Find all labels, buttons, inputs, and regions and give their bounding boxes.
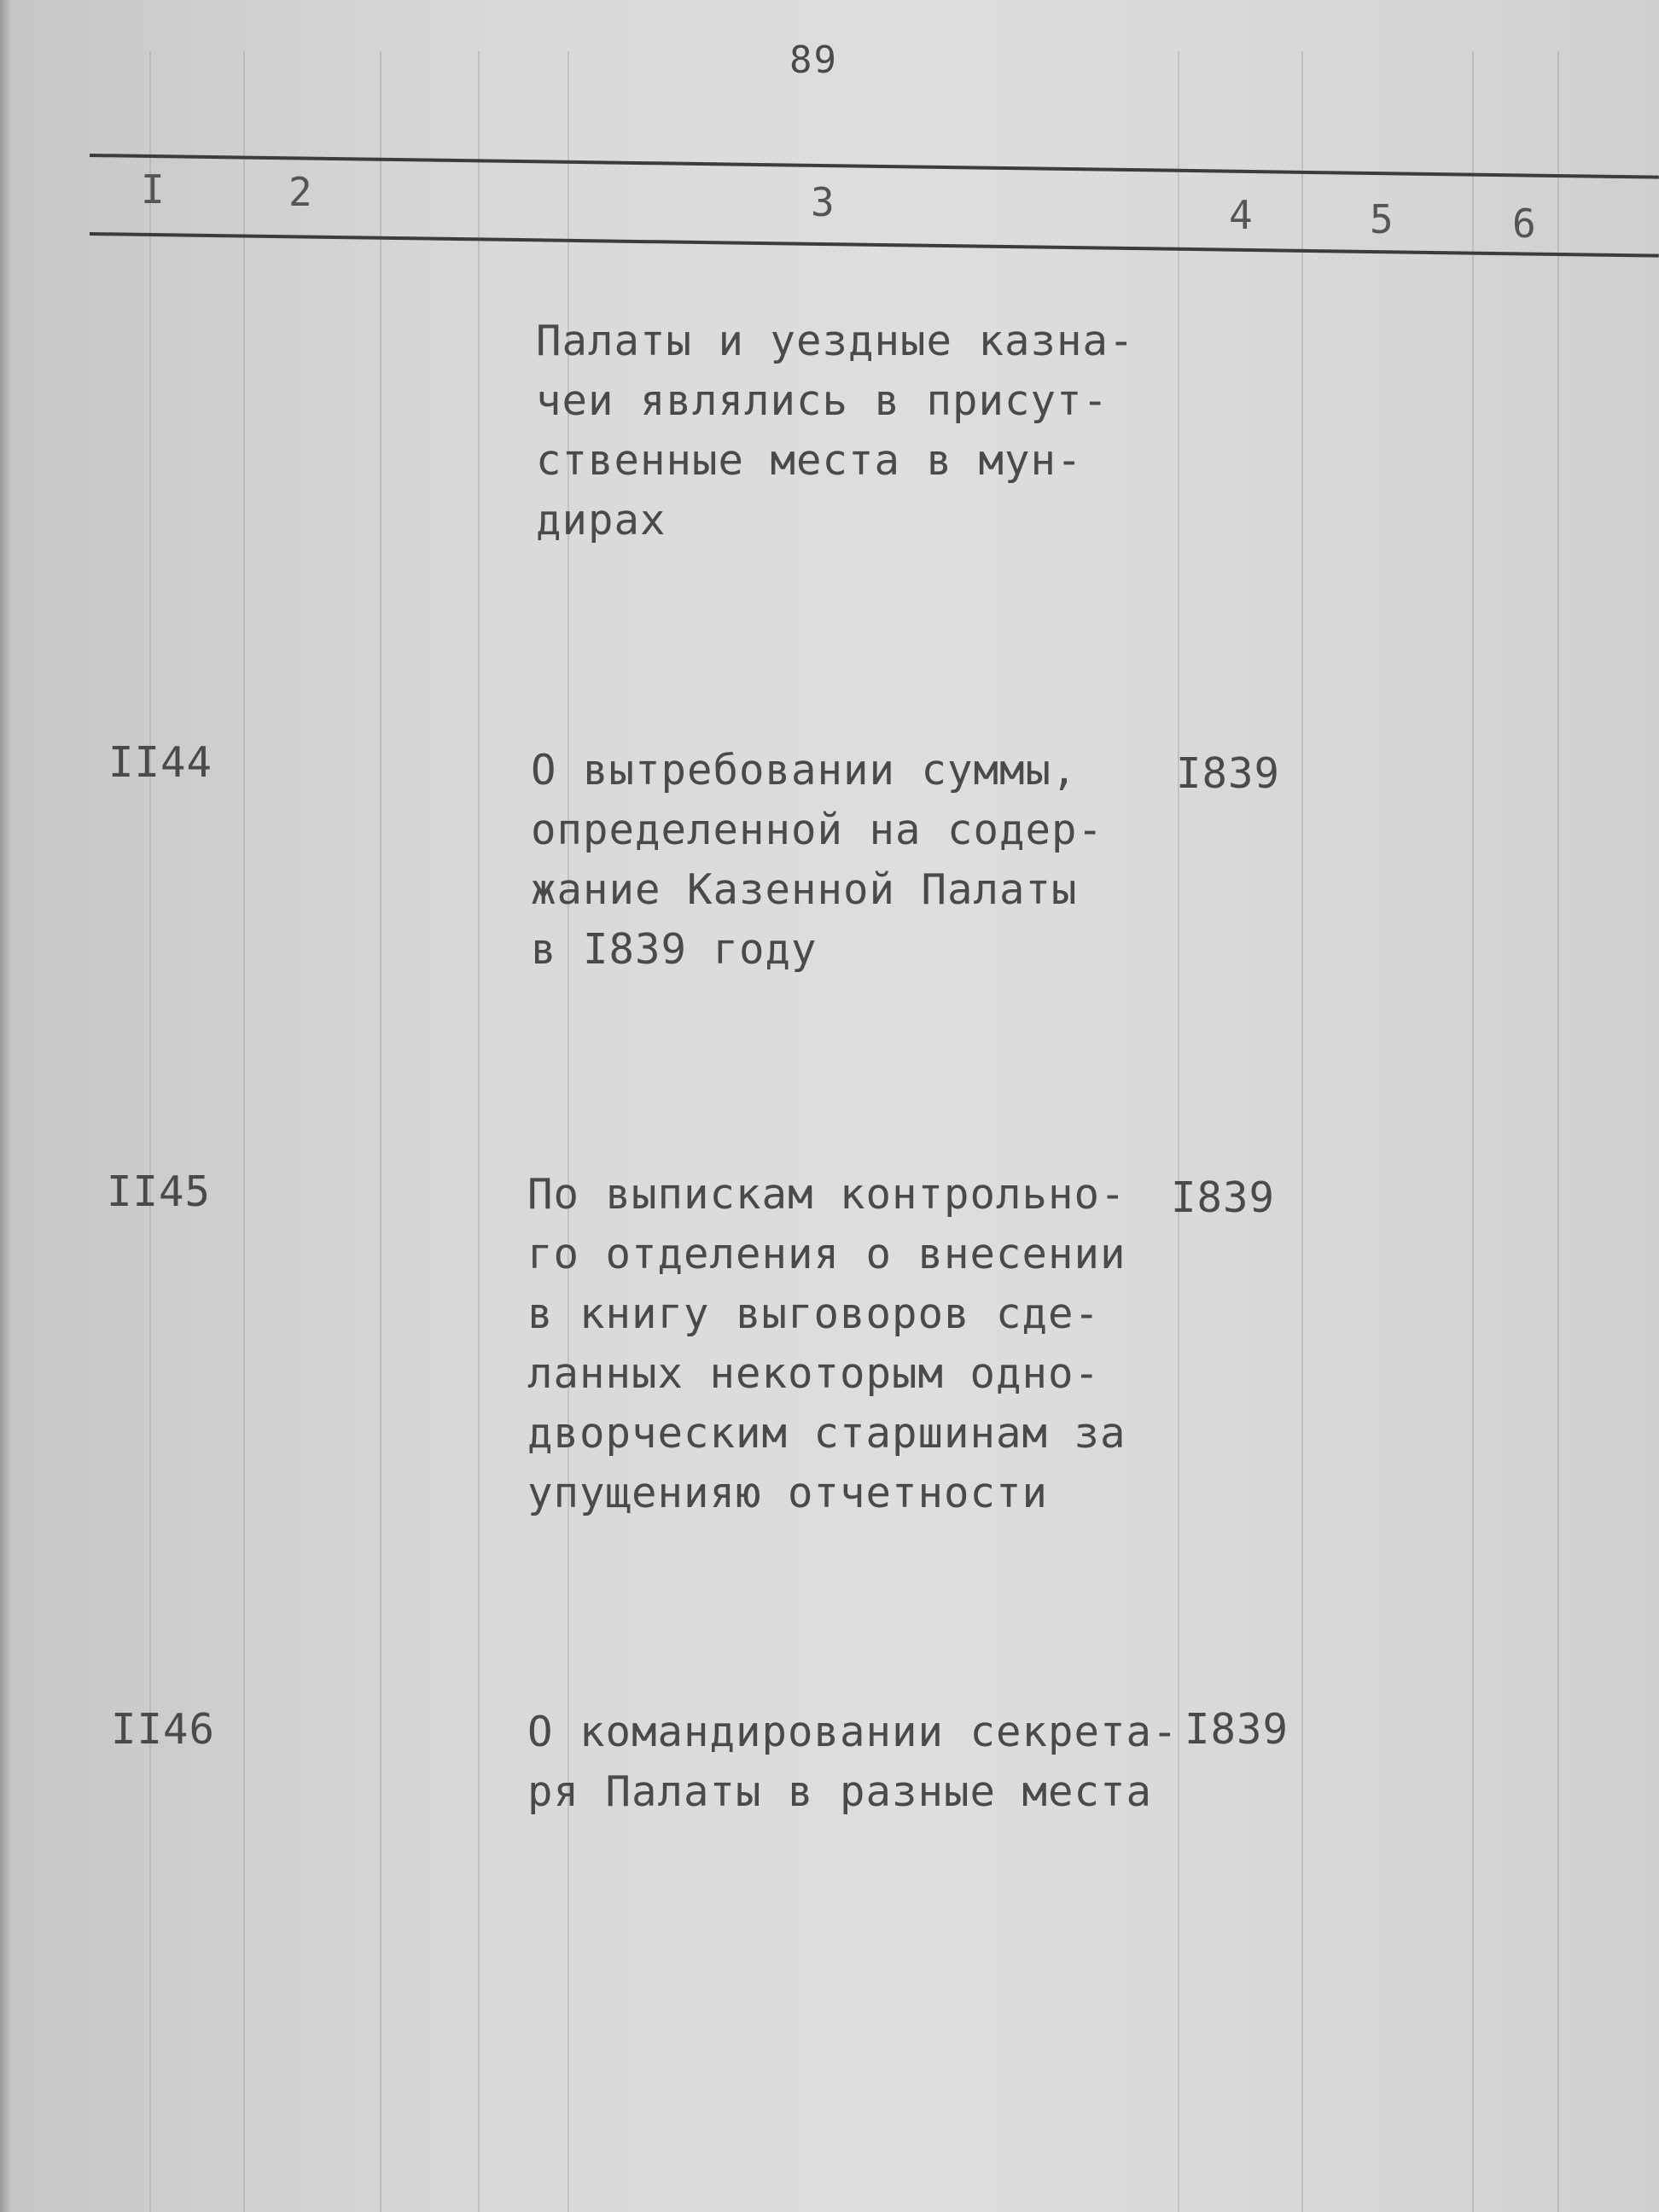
header-rule-bottom (90, 232, 1659, 258)
entry-number: II44 (108, 738, 213, 787)
column-header-5: 5 (1370, 196, 1394, 242)
text-line: упущенияю отчетности (527, 1469, 1049, 1517)
column-rule (478, 51, 480, 2212)
entry-text (531, 741, 1103, 980)
entry-text (527, 1165, 1126, 1523)
column-header-2: 2 (288, 169, 312, 215)
text-line: дворческим старшинам за (527, 1409, 1126, 1458)
column-rule (1557, 51, 1559, 2212)
text-line: определенной на содер- (531, 806, 1104, 854)
text-line: О командировании секрета- (527, 1708, 1179, 1756)
text-line: чеи являлись в присут- (536, 376, 1109, 425)
entry-continuation-text (536, 311, 1135, 550)
text-line: го отделения о внесении (527, 1230, 1126, 1278)
column-rule (149, 51, 151, 2212)
column-header-6: 6 (1512, 201, 1536, 247)
text-line: Палаты и уездные казна- (536, 317, 1135, 365)
header-rule-top (90, 154, 1659, 179)
text-line: ланных некоторым одно- (527, 1349, 1101, 1398)
text-line: жание Казенной Палаты (531, 865, 1078, 914)
entry-year: I839 (1185, 1705, 1289, 1754)
column-rule (243, 51, 245, 2212)
entry-number: II45 (107, 1167, 212, 1216)
column-rule (380, 51, 381, 2212)
column-header-3: 3 (811, 179, 835, 225)
column-rule (1472, 51, 1474, 2212)
entry-text (527, 1703, 1179, 1822)
text-line: в книгу выговоров сде- (527, 1289, 1101, 1338)
text-line: ственные места в мун- (536, 436, 1083, 485)
text-line: в I839 году (531, 925, 818, 974)
column-rule (1301, 51, 1303, 2212)
column-header-1: I (141, 166, 165, 212)
entry-year: I839 (1176, 749, 1281, 798)
column-header-4: 4 (1229, 192, 1253, 238)
column-rule (1178, 51, 1179, 2212)
entry-year: I839 (1171, 1173, 1276, 1222)
page-edge-shadow (0, 0, 12, 2212)
text-line: О вытребовании суммы, (531, 746, 1078, 795)
page-number: 89 (789, 38, 838, 82)
text-line: дирах (536, 496, 667, 544)
text-line: ря Палаты в разные места (527, 1767, 1153, 1816)
text-line: По выпискам контрольно- (527, 1170, 1126, 1219)
entry-number: II46 (111, 1705, 216, 1754)
